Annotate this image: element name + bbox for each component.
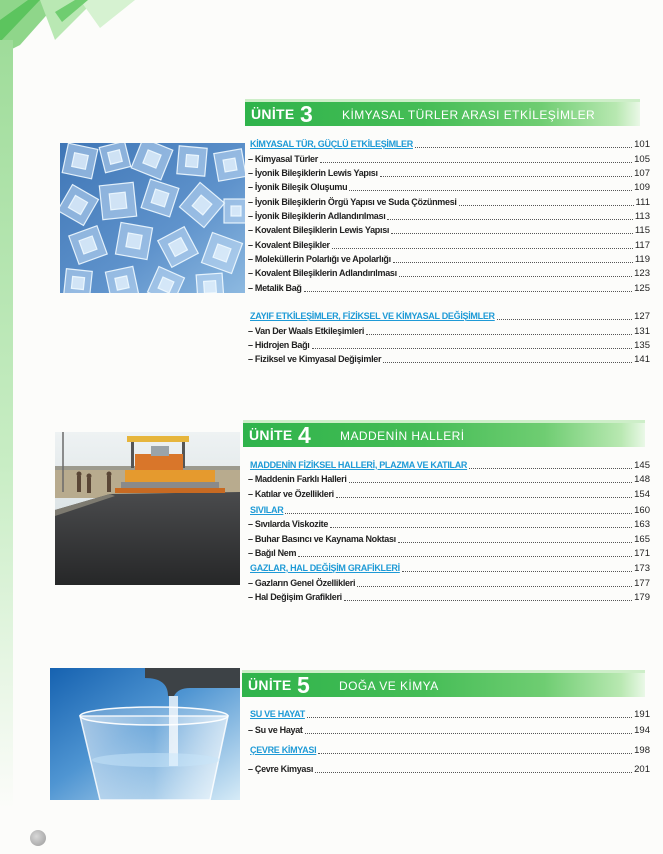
toc-entry <box>248 574 650 589</box>
dot-leader <box>307 717 632 718</box>
unit-label: ÜNİTE <box>249 427 293 443</box>
toc-entry <box>248 351 650 365</box>
entry-title: – Van Der Waals Etkileşimleri <box>248 325 365 336</box>
dot-leader <box>459 205 634 206</box>
page-number: 113 <box>634 211 650 223</box>
dot-leader <box>330 527 632 528</box>
page-number: 115 <box>634 225 650 237</box>
dot-leader <box>380 176 632 177</box>
section-title: SU VE HAYAT <box>250 708 305 719</box>
entry-title: – Kovalent Bileşikler <box>248 239 330 250</box>
page-number: 163 <box>634 519 650 530</box>
entry-title: – Su ve Hayat <box>248 725 303 735</box>
toc-entry <box>248 236 650 250</box>
unit-title: MADDENİN HALLERİ <box>340 429 465 443</box>
unit-3-section-1 <box>248 136 650 294</box>
toc-entry <box>248 208 650 222</box>
page-number: 198 <box>634 745 650 756</box>
unit-label: ÜNİTE <box>251 106 295 122</box>
toc-entry <box>248 720 650 737</box>
toc-entry <box>248 179 650 193</box>
unit-5-section-1 <box>248 703 650 736</box>
unit-title: KİMYASAL TÜRLER ARASI ETKİLEŞİMLER <box>342 108 596 122</box>
entry-title: – İyonik Bileşiklerin Örgü Yapısı ve Suda Çözünmesi <box>248 196 457 207</box>
page-number: 117 <box>634 239 650 251</box>
toc-entry <box>248 530 650 545</box>
page-number: 101 <box>634 139 650 151</box>
page-number: 131 <box>634 325 650 337</box>
page-number: 111 <box>635 196 650 208</box>
section-title: SIVILAR <box>250 504 284 515</box>
page-number: 165 <box>634 533 650 545</box>
dot-leader <box>383 362 632 363</box>
entry-title: – Hal Değişim Grafikleri <box>248 592 342 603</box>
dot-leader <box>312 348 633 349</box>
dot-leader <box>318 753 632 754</box>
toc-entry <box>248 279 650 293</box>
entry-title: – Fiziksel ve Kimyasal Değişimler <box>248 354 382 365</box>
toc-entry <box>248 516 650 531</box>
dot-leader <box>469 468 632 469</box>
dot-leader <box>332 248 633 249</box>
section-heading-row <box>248 559 650 574</box>
dot-leader <box>393 262 633 263</box>
entry-title: – Çevre Kimyası <box>248 764 314 774</box>
entry-title: – Hidrojen Bağı <box>248 340 310 351</box>
entry-title: – Gazların Genel Özellikleri <box>248 577 356 588</box>
entry-title: – Kovalent Bileşiklerin Adlandırılması <box>248 268 397 279</box>
page-number: 171 <box>634 548 650 559</box>
page-number: 105 <box>634 153 650 165</box>
page-number: 173 <box>634 562 650 574</box>
crystal-photo <box>60 143 245 293</box>
unit-number: 4 <box>298 422 311 448</box>
entry-title: – Sıvılarda Viskozite <box>248 519 329 529</box>
unit-title: DOĞA VE KİMYA <box>339 679 439 693</box>
toc-entry <box>248 756 650 775</box>
dot-leader <box>315 772 632 773</box>
page-number: 135 <box>634 340 650 352</box>
unit-4-section-3 <box>248 559 650 603</box>
dot-leader <box>387 219 632 220</box>
toc-entry <box>248 165 650 179</box>
unit-label: ÜNİTE <box>248 677 292 693</box>
unit-4-section-1 <box>248 456 650 500</box>
section-heading-row <box>248 703 650 720</box>
dot-leader <box>285 513 632 514</box>
dot-leader <box>415 147 632 148</box>
page-number: 148 <box>634 474 650 486</box>
unit-4-section-2 <box>248 501 650 559</box>
water-glass-photo <box>50 668 240 800</box>
dot-leader <box>366 334 632 335</box>
dot-leader <box>336 497 632 498</box>
toc-entry <box>248 251 650 265</box>
section-heading-row <box>248 456 650 471</box>
page-number: 107 <box>634 168 650 180</box>
toc-entry <box>248 545 650 560</box>
page-number: 154 <box>634 488 650 500</box>
entry-title: – Maddenin Farklı Halleri <box>248 474 347 485</box>
dot-leader <box>305 733 633 734</box>
entry-title: – İyonik Bileşiklerin Lewis Yapısı <box>248 168 378 179</box>
section-heading-row <box>248 136 650 150</box>
section-title: GAZLAR, HAL DEĞİŞİM GRAFİKLERİ <box>250 562 400 573</box>
dot-leader <box>402 571 632 572</box>
entry-title: – İyonik Bileşiklerin Adlandırılması <box>248 211 386 222</box>
page-number: 119 <box>634 254 650 266</box>
left-edge-decoration <box>0 40 13 810</box>
section-title: ÇEVRE KİMYASI <box>250 745 317 755</box>
dot-leader <box>304 291 633 292</box>
toc-entry <box>248 471 650 486</box>
page-number: 109 <box>634 182 650 194</box>
entry-title: – Moleküllerin Polarlığı ve Apolarlığı <box>248 254 391 265</box>
page-number: 145 <box>634 459 650 471</box>
unit-3-banner <box>245 102 640 126</box>
page-number-badge <box>30 830 46 846</box>
entry-title: – Kimyasal Türler <box>248 153 318 164</box>
toc-entry <box>248 193 650 207</box>
dot-leader <box>320 162 632 163</box>
dot-leader <box>349 190 632 191</box>
page-number: 177 <box>634 577 650 589</box>
water-glass <box>80 707 228 800</box>
unit-5-section-2 <box>248 737 650 775</box>
entry-title: – Buhar Basıncı ve Kaynama Noktası <box>248 533 396 544</box>
toc-entry <box>248 265 650 279</box>
toc-entry <box>248 337 650 351</box>
page-number: 123 <box>634 268 650 280</box>
page-number: 125 <box>634 282 650 294</box>
toc-entry <box>248 150 650 164</box>
toc-entry <box>248 222 650 236</box>
dot-leader <box>497 319 632 320</box>
dot-leader <box>357 586 632 587</box>
unit-3-section-2 <box>248 308 650 365</box>
entry-title: – Bağıl Nem <box>248 548 297 558</box>
section-heading-row <box>248 501 650 516</box>
page-number: 194 <box>634 725 650 736</box>
section-title: KİMYASAL TÜR, GÜÇLÜ ETKİLEŞİMLER <box>250 139 413 150</box>
dot-leader <box>399 276 632 277</box>
page-number: 201 <box>634 764 650 775</box>
section-heading-row <box>248 737 650 756</box>
road-paving-photo <box>55 432 240 585</box>
unit-number: 3 <box>300 101 313 127</box>
page-number: 160 <box>634 504 650 516</box>
page-number: 191 <box>634 708 650 720</box>
entry-title: – Kovalent Bileşiklerin Lewis Yapısı <box>248 225 390 236</box>
dot-leader <box>344 600 632 601</box>
page-number: 179 <box>634 592 650 604</box>
dot-leader <box>298 556 632 557</box>
section-title: ZAYIF ETKİLEŞİMLER, FİZİKSEL VE KİMYASAL DEĞİŞİMLER <box>250 311 495 322</box>
page-number: 127 <box>634 311 650 323</box>
section-title: MADDENİN FİZİKSEL HALLERİ, PLAZMA VE KATILAR <box>250 459 468 470</box>
unit-5-banner <box>242 673 645 697</box>
toc-entry <box>248 589 650 604</box>
page-number: 141 <box>634 354 650 366</box>
toc-entry <box>248 485 650 500</box>
toc-entry <box>248 322 650 336</box>
dot-leader <box>391 233 633 234</box>
unit-4-banner <box>243 423 645 447</box>
dot-leader <box>349 482 633 483</box>
unit-number: 5 <box>297 672 310 698</box>
entry-title: – Metalik Bağ <box>248 282 302 293</box>
corner-decoration <box>0 0 140 60</box>
entry-title: – İyonik Bileşik Oluşumu <box>248 182 348 193</box>
entry-title: – Katılar ve Özellikleri <box>248 488 334 499</box>
section-heading-row <box>248 308 650 322</box>
dot-leader <box>398 542 632 543</box>
